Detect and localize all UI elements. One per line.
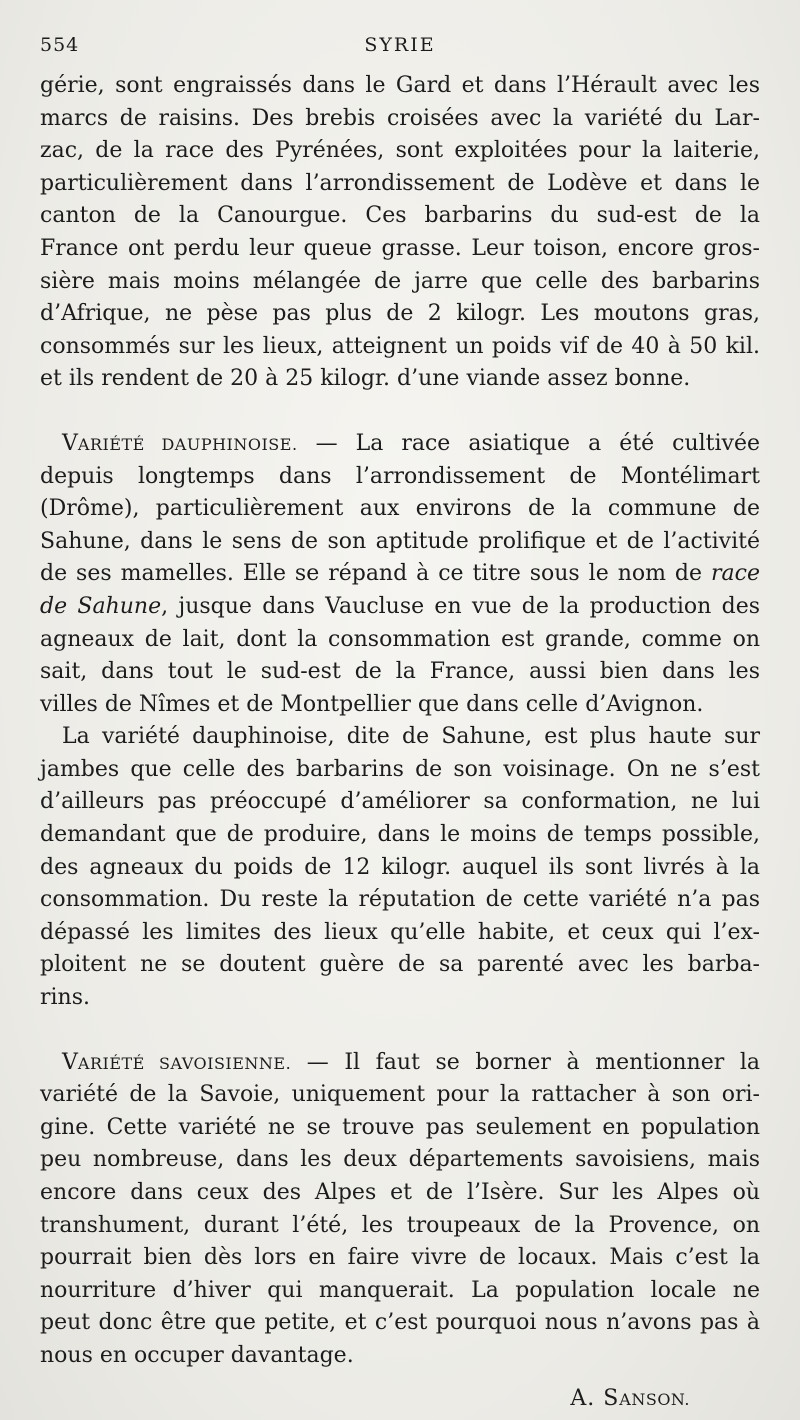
text-line: France ont perdu leur queue grasse. Leur toison, encore gros-: [40, 235, 760, 261]
paragraph-1: [40, 70, 760, 396]
heading-initial: V: [62, 430, 78, 456]
signature-initial: A. S: [570, 1385, 620, 1411]
heading-continuation: — Il faut se borner à mentionner la: [291, 1049, 760, 1075]
text-line: d’ailleurs pas préoccupé d’améliorer sa conformation, ne lui: [40, 789, 760, 815]
signature-smallcaps: ANSON.: [619, 1389, 690, 1409]
text-line: pourrait bien dès lors en faire vivre de locaux. Mais c’est la: [40, 1245, 760, 1271]
text-line: depuis longtemps dans l’arrondissement de Montélimart: [40, 463, 760, 489]
heading-smallcaps: ARIÉTÉ SAVOISIENNE.: [77, 1053, 292, 1073]
text-line: consommation. Du reste la réputation de cette variété n’a pas: [40, 887, 760, 913]
text-segment: , jusque dans Vaucluse en vue de la production des: [161, 593, 761, 619]
text-line: transhument, durant l’été, les troupeaux de la Provence, on: [40, 1212, 760, 1238]
text-line: variété de la Savoie, uniquement pour la rattacher à son ori-: [40, 1082, 760, 1108]
italic-term: de Sahune: [40, 593, 162, 619]
text-line: villes de Nîmes et de Montpellier que dans celle d’Avignon.: [40, 691, 704, 717]
text-line: demandant que de produire, dans le moins de temps possible,: [40, 822, 760, 848]
text-line: zac, de la race des Pyrénées, sont exploitées pour la laiterie,: [40, 138, 760, 164]
text-line: (Drôme), particulièrement aux environs de la commune de: [40, 496, 760, 522]
text-line: sière mais moins mélangée de jarre que celle des barbarins: [40, 268, 760, 294]
heading-continuation: — La race asiatique a été cultivée: [297, 430, 761, 456]
section-gap: [40, 1015, 760, 1047]
text-line: jambes que celle des barbarins de son voisinage. On ne s’est: [40, 756, 760, 782]
text-line: [40, 558, 760, 591]
text-line: sait, dans tout le sud-est de la France, aussi bien dans les: [40, 659, 760, 685]
section-heading: [62, 431, 298, 456]
text-line: Sahune, dans le sens de son aptitude prolifique et de l’activité: [40, 528, 760, 554]
body-text: [40, 70, 760, 1416]
section-heading-line: [40, 428, 760, 461]
author-signature: [40, 1383, 760, 1417]
text-line: consommés sur les lieux, atteignent un poids vif de 40 à 50 kil.: [40, 333, 760, 359]
section-heading: [62, 1050, 291, 1075]
text-line: particulièrement dans l’arrondissement de Lodève et dans le: [40, 170, 760, 196]
text-line: La variété dauphinoise, dite de Sahune, est plus haute sur: [62, 724, 760, 750]
text-line: canton de la Canourgue. Ces barbarins du sud-est de la: [40, 203, 760, 229]
paragraph-3: [40, 721, 760, 1014]
section-savoisienne: [40, 1047, 760, 1373]
text-line: gine. Cette variété ne se trouve pas seulement en population: [40, 1114, 760, 1140]
italic-term: race: [711, 561, 760, 587]
text-line: marcs de raisins. Des brebis croisées avec la variété du Lar-: [40, 105, 760, 131]
text-line: nous en occuper davantage.: [40, 1342, 354, 1368]
text-line: des agneaux du poids de 12 kilogr. auquel ils sont livrés à la: [40, 854, 760, 880]
section-gap: [40, 396, 760, 428]
running-head: [40, 30, 760, 70]
text-line: peut donc être que petite, et c’est pourquoi nous n’avons pas à: [40, 1310, 760, 1336]
heading-smallcaps: ARIÉTÉ DAUPHINOISE.: [77, 434, 298, 454]
text-line: encore dans ceux des Alpes et de l’Isère. Sur les Alpes où: [40, 1180, 760, 1205]
text-line: ploitent ne se doutent guère de sa parenté avec les barba-: [40, 952, 760, 978]
text-segment: de ses mamelles. Elle se répand à ce titre sous le nom de: [40, 561, 703, 587]
text-line: peu nombreuse, dans les deux départements savoisiens, mais: [40, 1147, 760, 1173]
text-line: gérie, sont engraissés dans le Gard et dans l’Hérault avec les: [40, 73, 760, 98]
text-line: rins.: [40, 985, 91, 1011]
text-line: et ils rendent de 20 à 25 kilogr. d’une viande assez bonne.: [40, 366, 691, 392]
text-line: dépassé les limites des lieux qu’elle habite, et ceux qui l’ex-: [40, 919, 760, 945]
heading-initial: V: [62, 1049, 78, 1075]
running-title: SYRIE: [364, 34, 436, 56]
text-line: d’Afrique, ne pèse pas plus de 2 kilogr. Les moutons gras,: [40, 301, 760, 327]
text-line: [40, 591, 760, 624]
page-number: 554: [40, 34, 80, 56]
text-line: agneaux de lait, dont la consommation est grande, comme on: [40, 626, 760, 652]
section-dauphinoise: [40, 428, 760, 721]
text-line: nourriture d’hiver qui manquerait. La population locale ne: [40, 1277, 760, 1303]
section-heading-line: [40, 1047, 760, 1080]
